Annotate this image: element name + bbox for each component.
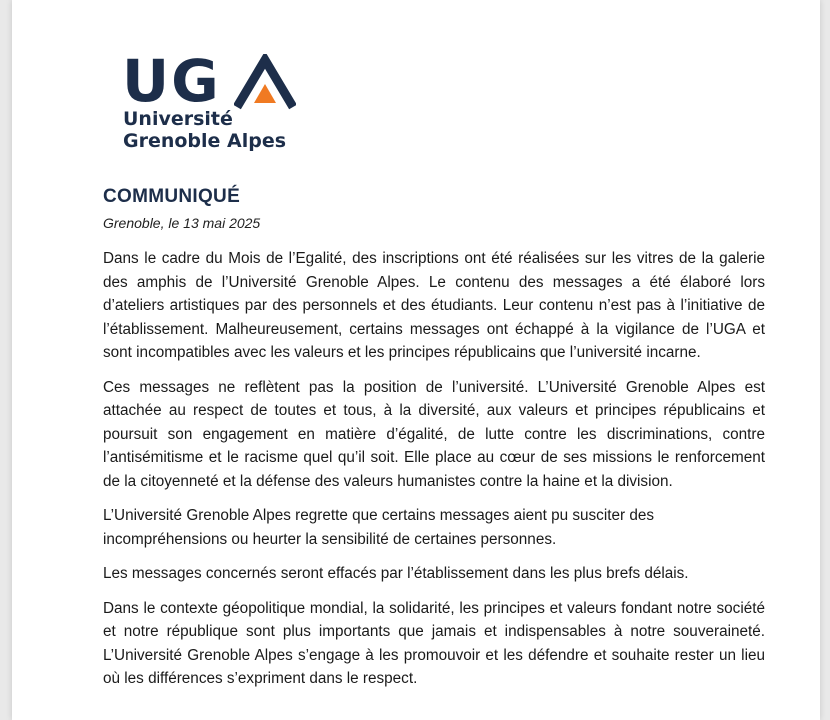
paragraph-5: Dans le contexte géopolitique mondial, la solidarité, les principes et valeurs fondant notre société et notre république sont plus importants que jamais et indispensables à notre souveraineté. L’Université Grenoble Alpes s’engage à les promouvoir et les défendre et souhaite rester un lieu où les différences s’expriment dans le respect. xyxy=(103,599,765,687)
uga-logo xyxy=(122,47,322,162)
paragraph-3: L’Université Grenoble Alpes regrette que certains messages aient pu susciter des incompréhensions ou heurter la sensibilité de certaines personnes. xyxy=(103,507,654,548)
logo-line-universite: Université xyxy=(123,108,233,130)
logo-line-grenoble-alpes: Grenoble Alpes xyxy=(123,130,287,152)
paragraph-2: Ces messages ne reflètent pas la position de l’université. L’Université Grenoble Alpes est attachée au respect de toutes et tous, à la diversité, aux valeurs et principes républicains et poursuit son engagement en matière d’égalité, de lutte contre les discriminations, contre l’antisémitisme et le racisme quel qu’il soit. Elle place au cœur de ses missions le renforcement de la citoyenneté et la défense des valeurs humanistes contre la haine et la division. xyxy=(103,378,765,490)
logo-a-mark-icon xyxy=(234,54,296,110)
document-page xyxy=(12,0,820,720)
document-title: COMMUNIQUÉ xyxy=(103,186,241,207)
paragraph-4: Les messages concernés seront effacés par l’établissement dans les plus brefs délais. xyxy=(103,565,689,582)
logo-letters: UG xyxy=(122,47,221,115)
paragraph-1: Dans le cadre du Mois de l’Egalité, des inscriptions ont été réalisées sur les vitres de la galerie des amphis de l’Université Grenoble Alpes. Le contenu des messages a été élaboré lors d’ateliers artistiques par des personnels et des étudiants. Leur contenu n’est pas à l’initiative de l’établissement. Malheureusement, certains messages ont échappé à la vigilance de l’UGA et sont incompatibles avec les valeurs et les principes républicains que l’université incarne. xyxy=(103,250,765,361)
dateline: Grenoble, le 13 mai 2025 xyxy=(103,215,261,231)
document-body xyxy=(103,247,765,702)
